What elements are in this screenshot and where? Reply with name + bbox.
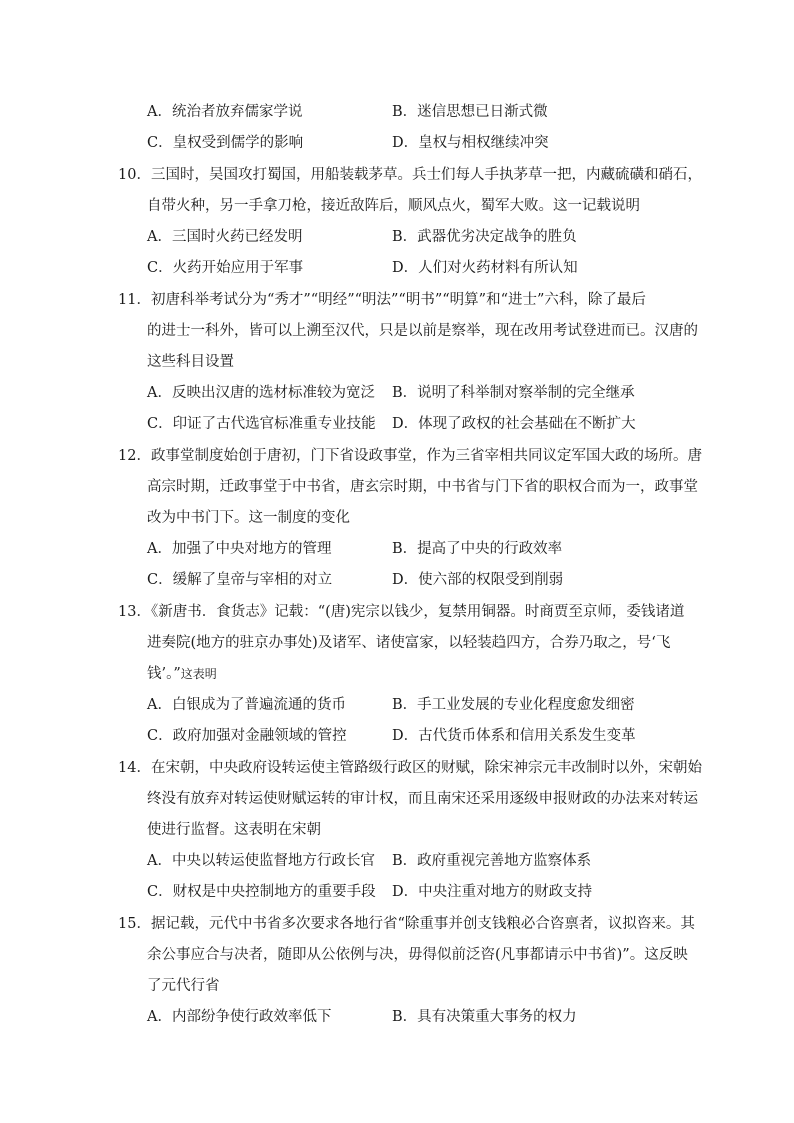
option-14d: D．中央注重对地方的财政支持 — [392, 884, 593, 900]
question-11-stem-cont: 的进士一科外，皆可以上溯至汉代，只是以前是察举，现在改用考试登进而已。汉唐的 — [147, 323, 698, 339]
option-13b: B．手工业发展的专业化程度愈发细密 — [392, 697, 635, 713]
question-14-stem-cont: 终没有放弃对转运使财赋运转的审计权，而且南宋还采用逐级申报财政的办法来对转运 — [147, 791, 698, 807]
option-10c: C．火药开始应用于军事 — [147, 260, 304, 276]
option-9a: A．统治者放弃儒家学说 — [147, 104, 303, 120]
option-12b: B．提高了中央的行政效率 — [392, 541, 563, 557]
option-11d: D．体现了政权的社会基础在不断扩大 — [392, 416, 636, 432]
option-9b: B．迷信思想已日渐式微 — [392, 104, 548, 120]
option-10a: A．三国时火药已经发明 — [147, 229, 303, 245]
question-13-stem-cont — [147, 664, 217, 684]
option-12d: D．使六部的权限受到削弱 — [392, 572, 564, 588]
question-15-stem: 15．据记载，元代中书省多次要求各地行省“除重事并创支钱粮必合咨禀者，议拟咨来。其 — [118, 916, 695, 932]
option-12c: C．缓解了皇帝与宰相的对立 — [147, 572, 333, 588]
option-10d: D．人们对火药材料有所认知 — [392, 260, 578, 276]
option-13d: D．古代货币体系和信用关系发生变革 — [392, 728, 636, 744]
option-10b: B．武器优劣决定战争的胜负 — [392, 229, 577, 245]
option-9d: D．皇权与相权继续冲突 — [392, 135, 549, 151]
question-10-stem-cont: 自带火种，另一手拿刀枪，接近敌阵后，顺风点火，蜀军大败。这一记载说明 — [147, 198, 640, 214]
question-13-stem-tail: 钱’。” — [147, 666, 181, 682]
option-14b: B．政府重视完善地方监察体系 — [392, 853, 592, 869]
question-13-stem-tail-small: 这表明 — [180, 667, 217, 681]
question-15-stem-cont: 余公事应合与决者，随即从公依例与决，毋得似前泛咨(凡事都请示中书省)”。这反映 — [147, 947, 688, 963]
option-13a: A．白银成为了普遍流通的货币 — [147, 697, 346, 713]
question-14-stem-cont: 使进行监督。这表明在宋朝 — [147, 822, 321, 838]
option-11a: A．反映出汉唐的选材标准较为宽泛 — [147, 385, 375, 401]
option-15a: A．内部纷争使行政效率低下 — [147, 1009, 332, 1025]
option-12a: A．加强了中央对地方的管理 — [147, 541, 332, 557]
option-11c: C．印证了古代选官标准重专业技能 — [147, 416, 376, 432]
option-14c: C．财权是中央控制地方的重要手段 — [147, 884, 376, 900]
question-13-stem-cont: 进奏院(地方的驻京办事处)及诸军、诸使富家，以轻装趋四方，合券乃取之，号‘飞 — [147, 635, 671, 651]
option-15b: B．具有决策重大事务的权力 — [392, 1009, 577, 1025]
option-9c: C．皇权受到儒学的影响 — [147, 135, 304, 151]
question-15-stem-cont: 了元代行省 — [147, 978, 220, 994]
question-12-stem: 12．政事堂制度始创于唐初，门下省设政事堂，作为三省宰相共同议定军国大政的场所。唐 — [118, 448, 702, 464]
question-12-stem-cont: 高宗时期，迁政事堂于中书省，唐玄宗时期，中书省与门下省的职权合而为一，政事堂 — [147, 479, 698, 495]
question-10-stem: 10．三国时，吴国攻打蜀国，用船装载茅草。兵士们每人手执茅草一把，内藏硫磺和硝石， — [118, 167, 702, 183]
option-11b: B．说明了科举制对察举制的完全继承 — [392, 385, 635, 401]
question-12-stem-cont: 改为中书门下。这一制度的变化 — [147, 510, 350, 526]
question-14-stem: 14．在宋朝，中央政府设转运使主管路级行政区的财赋，除宋神宗元丰改制时以外，宋朝始 — [118, 760, 702, 776]
option-13c: C．政府加强对金融领域的管控 — [147, 728, 347, 744]
option-14a: A．中央以转运使监督地方行政长官 — [147, 853, 375, 869]
question-11-stem: 11．初唐科举考试分为“秀才”“明经”“明法”“明书”“明算”和“进士”六科，除了最后 — [118, 292, 646, 308]
question-11-stem-cont: 这些科目设置 — [147, 354, 234, 370]
question-13-stem: 13．《新唐书．食货志》记载：“(唐)宪宗以钱少，复禁用铜器。时商贾至京师，委钱诸道 — [118, 604, 685, 620]
